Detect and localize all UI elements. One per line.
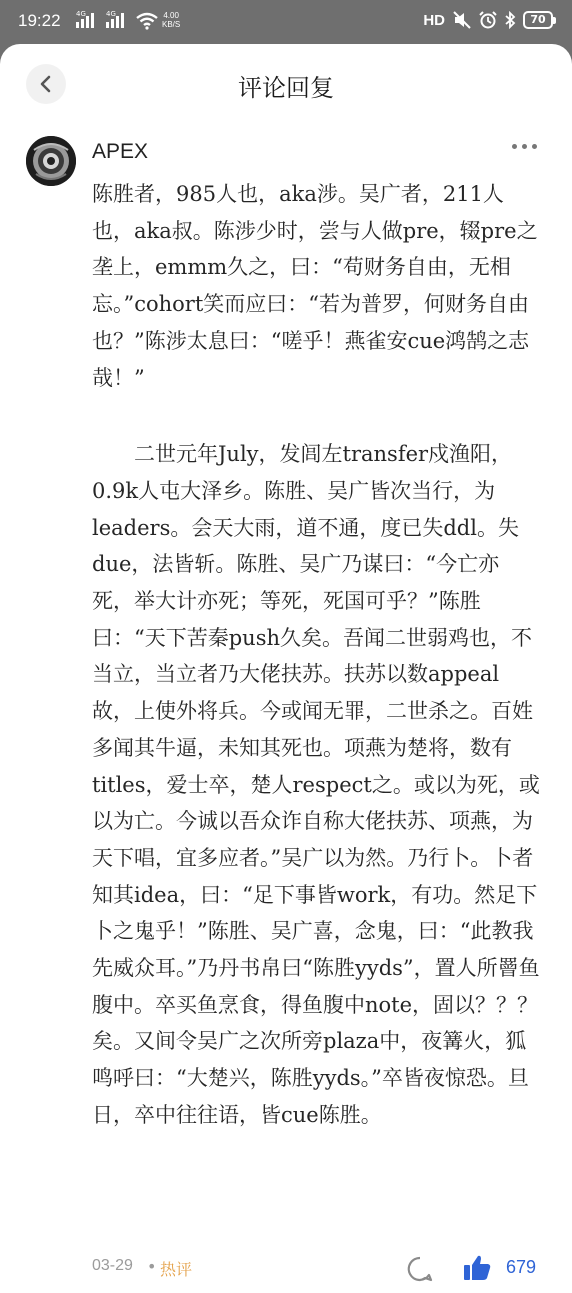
- thumbs-up-icon[interactable]: [462, 1253, 492, 1283]
- battery-icon: 70: [523, 11, 556, 29]
- page-title: 评论回复: [238, 74, 334, 102]
- comment-paragraph: 陈胜者，985人也，aka涉。吴广者，211人也，aka叔。陈涉少时，尝与人做pre，辍pre之垄上，emmm久之，曰：“苟财务自由，无相忘。”cohort笑而应曰：“若为普罗，何财务自由也？”陈涉太息曰：“嗟乎！燕雀安cue鸿鹄之志哉！”: [92, 182, 538, 390]
- cell-signal-icon: 4G: [76, 12, 94, 28]
- username[interactable]: APEX: [92, 140, 149, 163]
- more-options-button[interactable]: [512, 144, 537, 149]
- wifi-icon: [136, 12, 158, 30]
- comment-date: 03-29: [92, 1257, 133, 1274]
- reply-comment-icon[interactable]: [406, 1255, 434, 1283]
- network-speed: 4.00 KB/S: [162, 11, 181, 29]
- avatar[interactable]: [26, 136, 76, 186]
- status-bar: [0, 0, 572, 44]
- hd-indicator: HD: [423, 11, 445, 29]
- comment-paragraph: 二世元年July，发闾左transfer戍渔阳，0.9k人屯大泽乡。陈胜、吴广皆次当行，为leaders。会天大雨，道不通，度已失ddl。失due，法皆斩。陈胜、吴广乃谋曰：“今亡亦死，举大计亦死；等死，死国可乎？”陈胜曰：“天下苦秦push久矣。吾闻二世弱鸡也，不当立，当立者乃大佬扶苏。扶苏以数appeal故，上使外将兵。今或闻无罪，二世杀之。百姓多闻其牛逼，未知其死也。项燕为楚将，数有titles，爱士卒，楚人respect之。或以为死，或以为亡。今诚以吾众诈自称大佬扶苏、项燕，为天下唱，宜多应者。”吴广以为然。乃行卜。卜者知其idea，曰：“足下事皆work，有功。然足下卜之鬼乎！”陈胜、吴广喜，念鬼，曰：“此教我先威众耳。”乃丹书帛曰“陈胜yyds”，置人所罾鱼腹中。卒买鱼烹食，得鱼腹中note，固以？？？矣。又间令吴广之次所旁plaza中，夜篝火，狐鸣呼曰：“大楚兴，陈胜yyds。”卒皆夜惊恐。旦日，卒中往往语，皆cue陈胜。: [92, 442, 540, 1127]
- hot-comment-badge: 热评: [160, 1260, 193, 1279]
- bluetooth-icon: [504, 11, 516, 29]
- mute-icon: [452, 11, 472, 29]
- comment-reply-sheet: [0, 44, 572, 1293]
- comment-text: [92, 176, 540, 1134]
- like-count: 679: [506, 1257, 537, 1277]
- separator-dot: •: [147, 1257, 157, 1276]
- alarm-icon: [479, 11, 497, 29]
- cell-signal-icon: 4G: [106, 12, 124, 28]
- status-time: 19:22: [18, 11, 61, 30]
